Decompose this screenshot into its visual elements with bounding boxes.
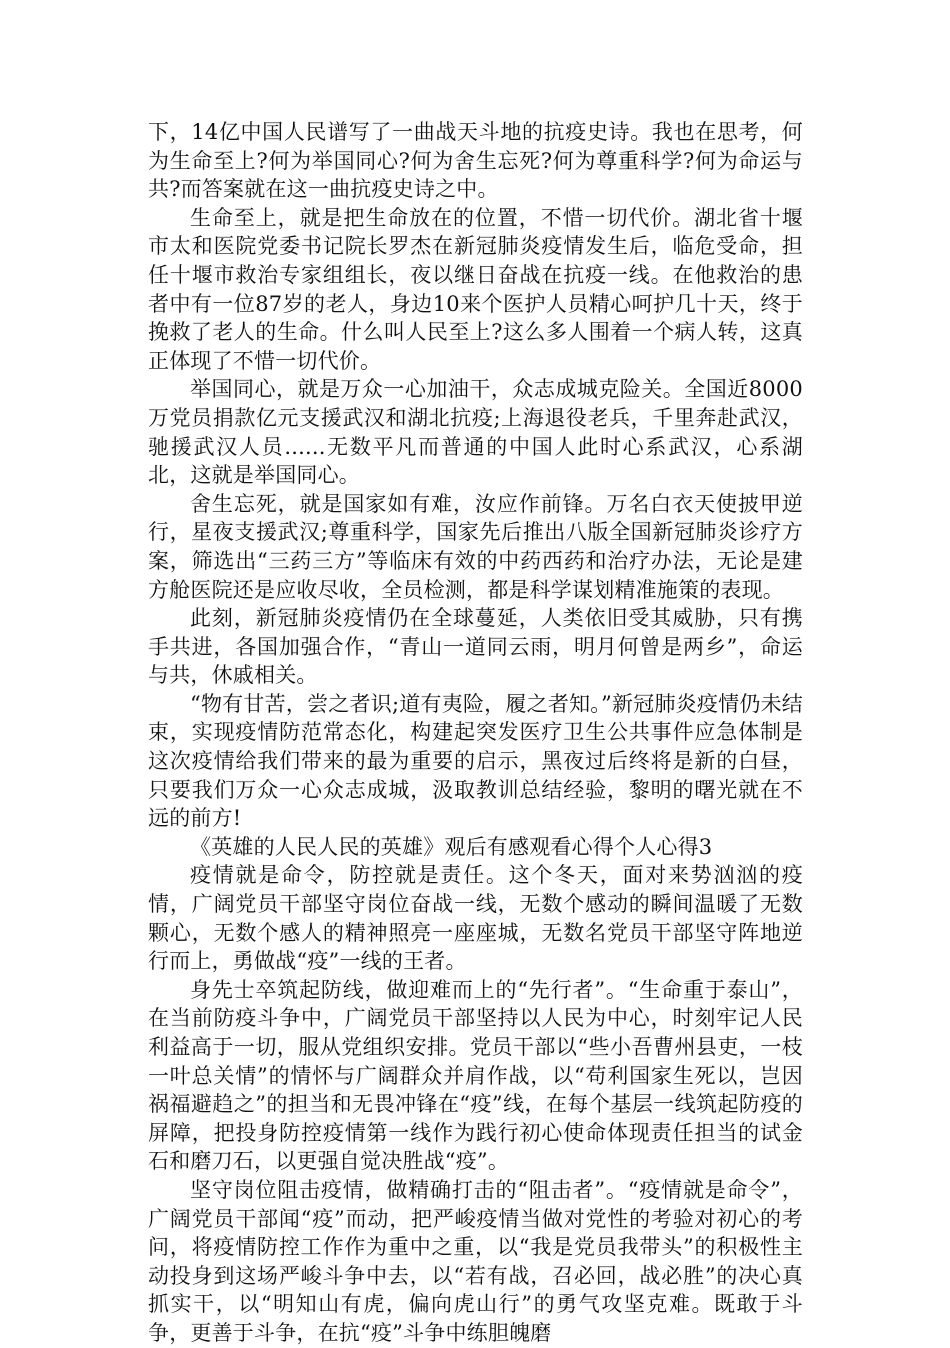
paragraph-2: 生命至上，就是把生命放在的位置，不惜一切代价。湖北省十堰市太和医院党委书记院长罗杰在新冠肺炎疫情发生后，临危受命，担任十堰市救治专家组组长，夜以继日奋战在抗疫一线。在他救治的患者中有一位87岁的老人，身边10来个医护人员精心呵护几十天，终于挽救了老人的生命。什么叫人民至上?这么多人围着一个病人转，这真正体现了不惜一切代价。 xyxy=(148,205,803,373)
paragraph-3: 举国同心，就是万众一心加油干，众志成城克险关。全国近8000万党员捐款亿元支援武汉和湖北抗疫;上海退役老兵，千里奔赴武汉，驰援武汉人员......无数平凡而普通的中国人此时心系武汉，心系湖北，这就是举国同心。 xyxy=(148,377,803,488)
paragraph-1: 下，14亿中国人民谱写了一曲战天斗地的抗疫史诗。我也在思考，何为生命至上?何为举国同心?何为舍生忘死?何为尊重科学?何为命运与共?而答案就在这一曲抗疫史诗之中。 xyxy=(148,120,803,202)
paragraph-4: 舍生忘死，就是国家如有难，汝应作前锋。万名白衣天使披甲逆行，星夜支援武汉;尊重科学，国家先后推出八版全国新冠肺炎诊疗方案，筛选出“三药三方”等临床有效的中药西药和治疗办法，无论是建方舱医院还是应收尽收，全员检测，都是科学谋划精准施策的表现。 xyxy=(148,491,803,602)
section-heading: 《英雄的人民人民的英雄》观后有感观看心得个人心得3 xyxy=(190,834,713,859)
paragraph-6: “物有甘苦，尝之者识;道有夷险，履之者知。”新冠肺炎疫情仍未结束，实现疫情防范常态化，构建起突发医疗卫生公共事件应急体制是这次疫情给我们带来的最为重要的启示，黑夜过后终将是新的白昼，只要我们万众一心众志成城，汲取教训总结经验，黎明的曙光就在不远的前方! xyxy=(148,691,803,831)
paragraph-8: 身先士卒筑起防线，做迎难而上的“先行者”。“生命重于泰山”，在当前防疫斗争中，广阔党员干部坚持以人民为中心，时刻牢记人民利益高于一切，服从党组织安排。党员干部以“些小吾曹州县吏，一枝一叶总关情”的情怀与广阔群众并肩作战，以“苟利国家生死以，岂因祸福避趋之”的担当和无畏冲锋在“疫”线，在每个基层一线筑起防疫的屏障，把投身防控疫情第一线作为践行初心使命体现责任担当的试金石和磨刀石，以更强自觉决胜战“疫”。 xyxy=(148,977,803,1174)
document-body xyxy=(148,118,803,1348)
paragraph-9: 坚守岗位阻击疫情，做精确打击的“阻击者”。“疫情就是命令”，广阔党员干部闻“疫”而动，把严峻疫情当做对党性的考验对初心的考问，将疫情防控工作作为重中之重，以“我是党员我带头”的积极性主动投身到这场严峻斗争中去，以“若有战，召必回，战必胜”的决心真抓实干，以“明知山有虎，偏向虎山行”的勇气攻坚克难。既敢于斗争，更善于斗争，在抗“疫”斗争中练胆魄磨 xyxy=(148,1177,803,1345)
paragraph-7: 疫情就是命令，防控就是责任。这个冬天，面对来势汹汹的疫情，广阔党员干部坚守岗位奋战一线，无数个感动的瞬间温暖了无数颗心，无数个感人的精神照亮一座座城，无数名党员干部坚守阵地逆行而上，勇做战“疫”一线的王者。 xyxy=(148,863,803,974)
paragraph-5: 此刻，新冠肺炎疫情仍在全球蔓延，人类依旧受其威胁，只有携手共进，各国加强合作，“青山一道同云雨，明月何曾是两乡”，命运与共，休戚相关。 xyxy=(148,606,803,688)
